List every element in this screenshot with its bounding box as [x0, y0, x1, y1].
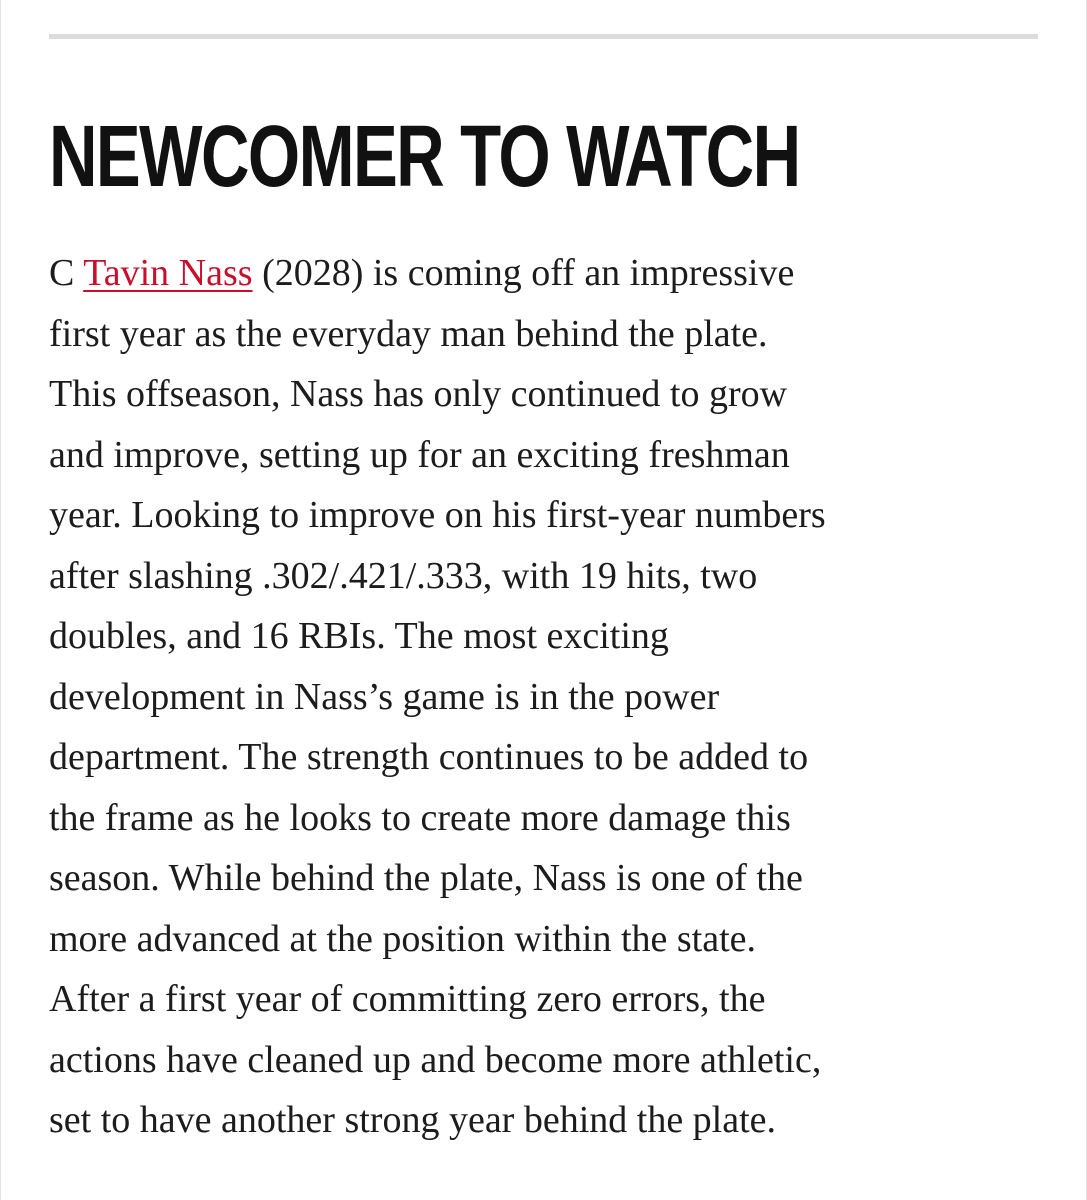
position-prefix: C [49, 252, 75, 294]
paragraph-line: the frame as he looks to create more damage this [49, 796, 791, 839]
paragraph-line: after slashing .302/.421/.333, with 19 hits, two [49, 554, 758, 597]
paragraph-line-text: (2028) is coming off an impressive [262, 252, 795, 294]
paragraph-line: actions have cleaned up and become more athletic, [49, 1038, 822, 1081]
paragraph-line: more advanced at the position within the state. [49, 917, 757, 960]
paragraph-line: After a first year of committing zero errors, the [49, 978, 766, 1020]
paragraph-line: doubles, and 16 RBIs. The most exciting [49, 615, 669, 657]
article-paragraph [49, 243, 1039, 1151]
section-divider [49, 34, 1038, 39]
paragraph-line: set to have another strong year behind the plate. [49, 1099, 777, 1141]
paragraph-line: This offseason, Nass has only continued to grow [49, 373, 788, 415]
paragraph-line: development in Nass’s game is in the power [49, 675, 720, 718]
paragraph-line-1 [49, 243, 1039, 304]
paragraph-line: and improve, setting up for an exciting freshman [49, 433, 790, 476]
paragraph-line: department. The strength continues to be added to [49, 736, 809, 778]
section-heading: NEWCOMER TO WATCH [49, 107, 800, 205]
paragraph-line: season. While behind the plate, Nass is one of the [49, 857, 803, 899]
paragraph-line: year. Looking to improve on his first-year numbers [49, 494, 826, 536]
paragraph-line: first year as the everyday man behind the plate. [49, 312, 768, 355]
player-link-tavin-nass[interactable]: Tavin Nass [83, 252, 253, 294]
